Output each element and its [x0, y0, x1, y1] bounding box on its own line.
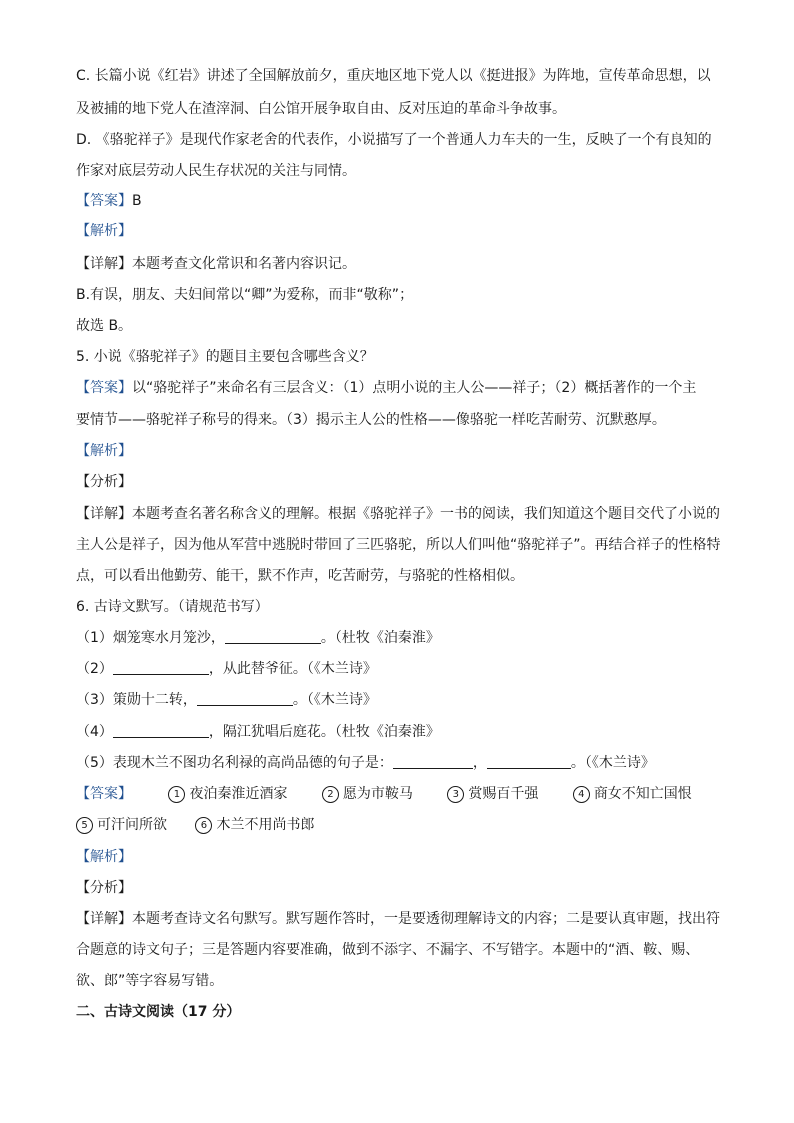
answer-text: 以“骆驼祥子”来命名有三层含义：（1）点明小说的主人公——祥子；（2）概括著作的一个主: [132, 380, 697, 396]
circled-number: 1: [168, 786, 185, 803]
q6-detail-line2: 合题意的诗文句子；三是答题内容要准确，做到不添字、不漏字、不写错字。本题中的“酒、鞍、赐、: [76, 942, 700, 958]
q6-jiexi: [76, 848, 726, 866]
circled-number: 4: [573, 786, 590, 803]
answer-blank[interactable]: [197, 691, 293, 706]
item-separator: ，: [472, 755, 487, 771]
q6-fenxi: 【分析】: [76, 880, 132, 896]
answer-item: [447, 785, 538, 803]
answer-item: [168, 785, 287, 803]
item-prefix: （1）烟笼寒水月笼沙，: [76, 630, 225, 646]
item-suffix: 。（《木兰诗》: [292, 692, 377, 708]
q6-answer-line1: [76, 785, 726, 803]
q5-fenxi: 【分析】: [76, 474, 132, 490]
circled-number: 6: [195, 817, 212, 834]
answer-value: B: [132, 193, 142, 209]
q6-answer-line2: [76, 816, 726, 834]
q5-detail-line3: 点，可以看出他勤劳、能干，默不作声，吃苦耐劳，与骆驼的性格相似。: [76, 568, 524, 584]
section-heading: 二、古诗文阅读（17 分）: [76, 1004, 241, 1020]
item-suffix: ，从此替爷征。（《木兰诗》: [208, 661, 377, 677]
q5-jiexi: [76, 442, 726, 460]
q5-detail-line2: 主人公是祥子，因为他从军营中逃脱时带回了三匹骆驼，所以人们叫他“骆驼祥子”。再结合祥子的性格特: [76, 537, 721, 553]
q6-question: 6. 古诗文默写。（请规范书写）: [76, 599, 269, 615]
circled-number: 3: [447, 786, 464, 803]
q6-detail-line3: 欲、郎”等字容易写错。: [76, 973, 224, 989]
answer-item: [195, 816, 314, 834]
detail-tag: 【详解】: [76, 911, 132, 927]
q6-item-1: [76, 629, 726, 647]
answer-blank[interactable]: [113, 660, 209, 675]
item-prefix: （3）策勋十二转，: [76, 692, 197, 708]
answer-item: [322, 785, 413, 803]
option-c-line1: C. 长篇小说《红岩》讲述了全国解放前夕，重庆地区地下党人以《挺进报》为阵地，宣传革命思想，以: [76, 68, 711, 84]
answer-text: 木兰不用尚书郎: [216, 817, 315, 833]
detail-tag: 【详解】: [76, 506, 132, 522]
q4-conclusion: 故选 B。: [76, 318, 133, 334]
answer-tag: 【答案】: [76, 193, 132, 209]
jiexi-tag: 【解析】: [76, 443, 132, 459]
q6-detail-line1: [76, 910, 726, 928]
q6-item-5: [76, 754, 726, 772]
q5-detail-line1: [76, 505, 726, 523]
answer-text: 商女不知亡国恨: [593, 786, 692, 802]
item-prefix: （4）: [76, 724, 113, 740]
q5-answer-line2: 要情节——骆驼祥子称号的得来。（3）揭示主人公的性格——像骆驼一样吃苦耐劳、沉默憨厚。: [76, 412, 666, 428]
answer-blank[interactable]: [393, 754, 473, 769]
answer-text: 夜泊秦淮近酒家: [189, 786, 288, 802]
option-d-line1: D. 《骆驼祥子》是现代作家老舍的代表作，小说描写了一个普通人力车夫的一生，反映了一个有良知的: [76, 132, 712, 148]
q4-answer: [76, 192, 726, 210]
item-prefix: （5）表现木兰不图功名利禄的高尚品德的句子是：: [76, 755, 393, 771]
q5-question: 5. 小说《骆驼祥子》的题目主要包含哪些含义？: [76, 349, 374, 365]
detail-tag: 【详解】: [76, 256, 132, 272]
q4-jiexi: [76, 222, 726, 240]
circled-number: 5: [76, 817, 93, 834]
detail-text: 本题考查诗文名句默写。默写题作答时，一是要透彻理解诗文的内容；二是要认真审题，找出符: [132, 911, 720, 927]
answer-text: 可汗问所欲: [97, 817, 167, 833]
jiexi-tag: 【解析】: [76, 223, 132, 239]
q6-item-3: [76, 691, 726, 709]
detail-text: 本题考查文化常识和名著内容识记。: [132, 256, 356, 272]
item-prefix: （2）: [76, 661, 113, 677]
answer-text: 愿为市鞍马: [342, 786, 413, 802]
answer-text: 赏赐百千强: [468, 786, 539, 802]
q4-detail-b: B.有误，朋友、夫妇间常以“卿”为爱称，而非“敬称”；: [76, 287, 414, 303]
answer-item: [573, 785, 692, 803]
detail-text: 本题考查名著名称含义的理解。根据《骆驼祥子》一书的阅读，我们知道这个题目交代了小说的: [132, 506, 720, 522]
q5-answer-line1: [76, 379, 726, 397]
circled-number: 2: [322, 786, 339, 803]
answer-blank[interactable]: [225, 629, 321, 644]
answer-blank[interactable]: [487, 754, 571, 769]
answer-tag: 【答案】: [76, 786, 132, 802]
jiexi-tag: 【解析】: [76, 849, 132, 865]
option-d-line2: 作家对底层劳动人民生存状况的关注与同情。: [76, 163, 356, 179]
q6-item-2: [76, 660, 726, 678]
item-suffix: ，隔江犹唱后庭花。（杜牧《泊秦淮》: [208, 724, 440, 740]
option-c-line2: 及被捕的地下党人在渣滓洞、白公馆开展争取自由、反对压迫的革命斗争故事。: [76, 101, 566, 117]
answer-item: [76, 816, 167, 834]
q6-item-4: [76, 723, 726, 741]
answer-tag: 【答案】: [76, 380, 132, 396]
item-suffix: 。（杜牧《泊秦淮》: [320, 630, 440, 646]
q4-detail: [76, 255, 726, 273]
item-suffix: 。（《木兰诗》: [570, 755, 655, 771]
answer-blank[interactable]: [113, 723, 209, 738]
